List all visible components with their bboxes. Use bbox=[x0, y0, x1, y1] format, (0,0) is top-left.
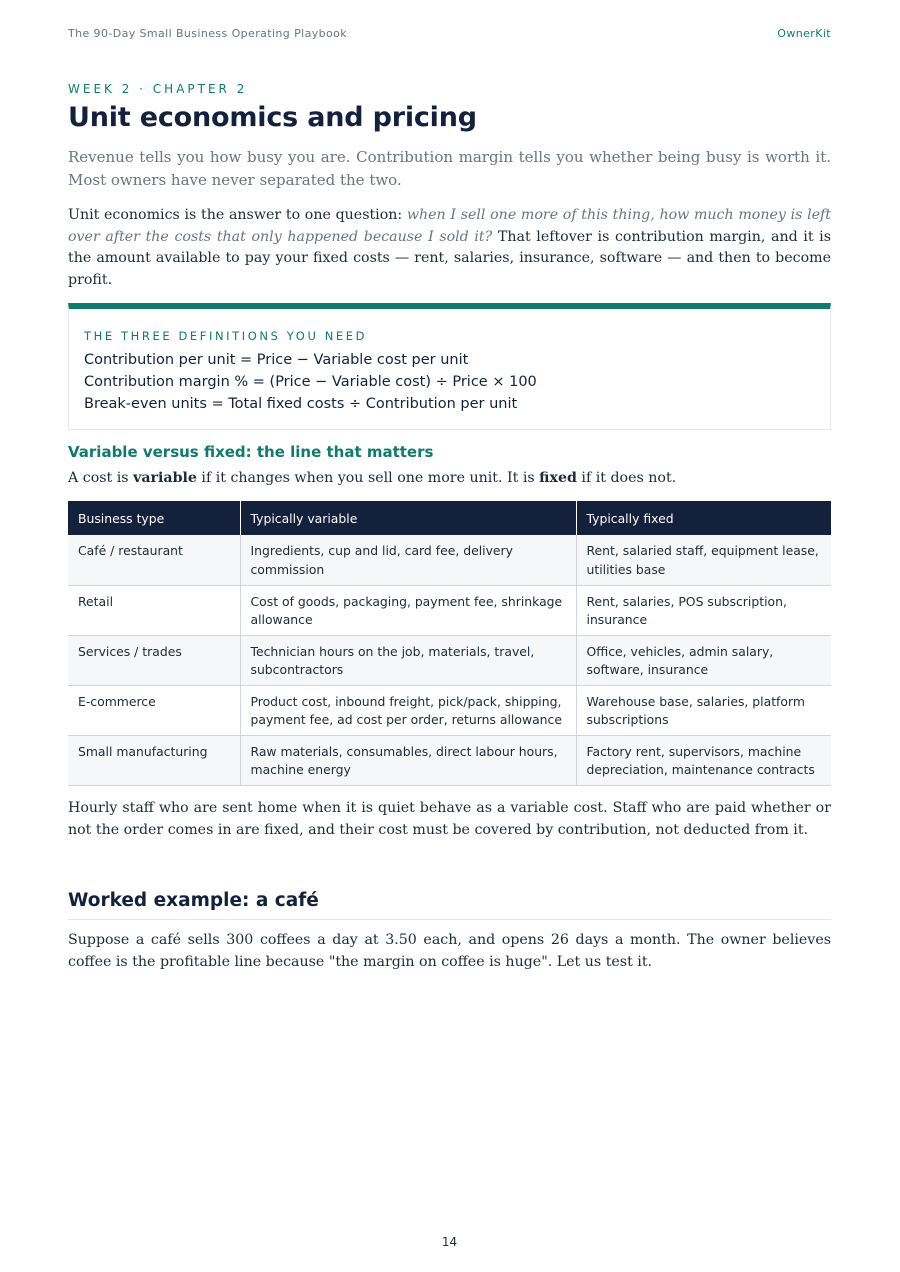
intro-lead: Unit economics is the answer to one question: bbox=[68, 207, 407, 223]
worked-example-heading: Worked example: a café bbox=[68, 890, 831, 920]
sentence-part: if it changes when you sell one more unit. It is bbox=[196, 470, 540, 486]
table-row bbox=[68, 535, 831, 585]
cell-fixed: Warehouse base, salaries, platform subscriptions bbox=[576, 685, 831, 735]
brand-name: OwnerKit bbox=[777, 27, 831, 40]
sentence-part: if it does not. bbox=[576, 470, 677, 486]
column-header-business-type: Business type bbox=[68, 501, 240, 535]
chapter-eyebrow: WEEK 2 · CHAPTER 2 bbox=[68, 82, 248, 96]
worked-example-paragraph: Suppose a café sells 300 coffees a day at 3.50 each, and opens 26 days a month. The owner believes coffee is the profitable line because "the margin on coffee is huge". Let us test it. bbox=[68, 932, 831, 970]
variable-fixed-sentence bbox=[68, 468, 831, 490]
table-row bbox=[68, 685, 831, 735]
cell-variable: Technician hours on the job, materials, travel, subcontractors bbox=[240, 635, 576, 685]
definition-contribution-margin: Contribution margin % = (Price − Variable cost) ÷ Price × 100 bbox=[84, 374, 537, 390]
cell-business-type: Retail bbox=[68, 585, 240, 635]
table-row bbox=[68, 585, 831, 635]
intro-paragraph bbox=[68, 205, 831, 291]
variable-fixed-heading: Variable versus fixed: the line that matters bbox=[68, 443, 434, 461]
staff-note-paragraph: Hourly staff who are sent home when it is quiet behave as a variable cost. Staff who are paid whether or not the order comes in are fixed, and their cost must be covered by contribution, not deducted from it. bbox=[68, 800, 831, 838]
term-fixed: fixed bbox=[539, 470, 577, 486]
cell-fixed: Office, vehicles, admin salary, software, insurance bbox=[576, 635, 831, 685]
cell-fixed: Factory rent, supervisors, machine depreciation, maintenance contracts bbox=[576, 735, 831, 785]
table-header-row bbox=[68, 501, 831, 535]
definition-contribution-per-unit: Contribution per unit = Price − Variable cost per unit bbox=[84, 352, 469, 368]
cell-business-type: E-commerce bbox=[68, 685, 240, 735]
chapter-lede: Revenue tells you how busy you are. Contribution margin tells you whether being busy is worth it. Most owners have never separated the two. bbox=[68, 148, 831, 189]
cell-variable: Product cost, inbound freight, pick/pack, shipping, payment fee, ad cost per order, returns allowance bbox=[240, 685, 576, 735]
table-row bbox=[68, 735, 831, 785]
cell-variable: Cost of goods, packaging, payment fee, shrinkage allowance bbox=[240, 585, 576, 635]
cell-business-type: Services / trades bbox=[68, 635, 240, 685]
cell-fixed: Rent, salaries, POS subscription, insurance bbox=[576, 585, 831, 635]
table-row bbox=[68, 635, 831, 685]
chapter-title: Unit economics and pricing bbox=[68, 102, 477, 133]
cell-variable: Ingredients, cup and lid, card fee, delivery commission bbox=[240, 535, 576, 585]
definitions-label: THE THREE DEFINITIONS YOU NEED bbox=[84, 329, 368, 343]
intro-question: when I sell one more of this thing, how much money is left over after the costs that only happened because I sold it? bbox=[68, 207, 831, 245]
definition-break-even: Break-even units = Total fixed costs ÷ Contribution per unit bbox=[84, 396, 518, 412]
page-number: 14 bbox=[441, 1235, 458, 1249]
cost-classification-table bbox=[68, 501, 831, 786]
cell-business-type: Café / restaurant bbox=[68, 535, 240, 585]
term-variable: variable bbox=[133, 470, 197, 486]
running-header bbox=[68, 27, 831, 40]
sentence-part: A cost is bbox=[68, 470, 134, 486]
cell-fixed: Rent, salaried staff, equipment lease, utilities base bbox=[576, 535, 831, 585]
definitions-callout bbox=[68, 303, 831, 430]
column-header-variable: Typically variable bbox=[240, 501, 576, 535]
cell-business-type: Small manufacturing bbox=[68, 735, 240, 785]
column-header-fixed: Typically fixed bbox=[576, 501, 831, 535]
cell-variable: Raw materials, consumables, direct labour hours, machine energy bbox=[240, 735, 576, 785]
book-title: The 90-Day Small Business Operating Playbook bbox=[68, 27, 348, 40]
intro-tail: That leftover is contribution margin, and it is the amount available to pay your fixed costs — rent, salaries, insurance, software — and then to become profit. bbox=[68, 228, 831, 288]
